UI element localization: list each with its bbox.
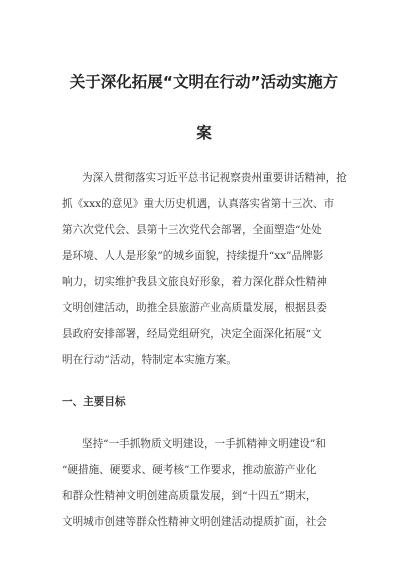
intro-paragraph-line-5: 响力，切实维护我县文旅良好形象，着力深化群众性精神	[62, 276, 327, 288]
intro-paragraph-line-8: 明在行动”活动，特制定本实施方案。	[62, 354, 237, 366]
section-heading-goals: 一、主要目标	[62, 396, 126, 408]
intro-paragraph-line-4: 是环境、人人是形象”的城乡面貌，持续提升“xx”品牌影	[62, 250, 324, 262]
intro-paragraph-line-1: 为深入贯彻落实习近平总书记视察贵州重要讲话精神，抢	[82, 172, 347, 184]
goals-paragraph-line-1: 坚持“一手抓物质文明建设，一手抓精神文明建设”和	[82, 438, 326, 450]
intro-paragraph-line-6: 文明创建活动，助推全县旅游产业高质量发展，根据县委	[62, 302, 327, 314]
goals-paragraph-line-3: 和群众性精神文明创建高质量发展，到“十四五”期末，	[62, 490, 317, 502]
goals-paragraph-line-2: “硬措施、硬要求、硬考核”工作要求，推动旅游产业化	[62, 464, 317, 476]
document-title-line-2: 案	[196, 124, 212, 142]
intro-paragraph-line-7: 县政府安排部署，经局党组研究，决定全面深化拓展“文	[62, 328, 322, 340]
goals-paragraph-line-4: 文明城市创建等群众性精神文明创建活动提质扩面，社会	[62, 516, 327, 528]
intro-paragraph-line-2: 抓《xxx的意见》重大历史机遇，认真落实省第十三次、市	[62, 198, 335, 210]
intro-paragraph-line-3: 第六次党代会、县第十三次党代会部署，全面塑造“处处	[62, 224, 322, 236]
document-title-line-1: 关于深化拓展“文明在行动”活动实施方	[69, 73, 339, 91]
